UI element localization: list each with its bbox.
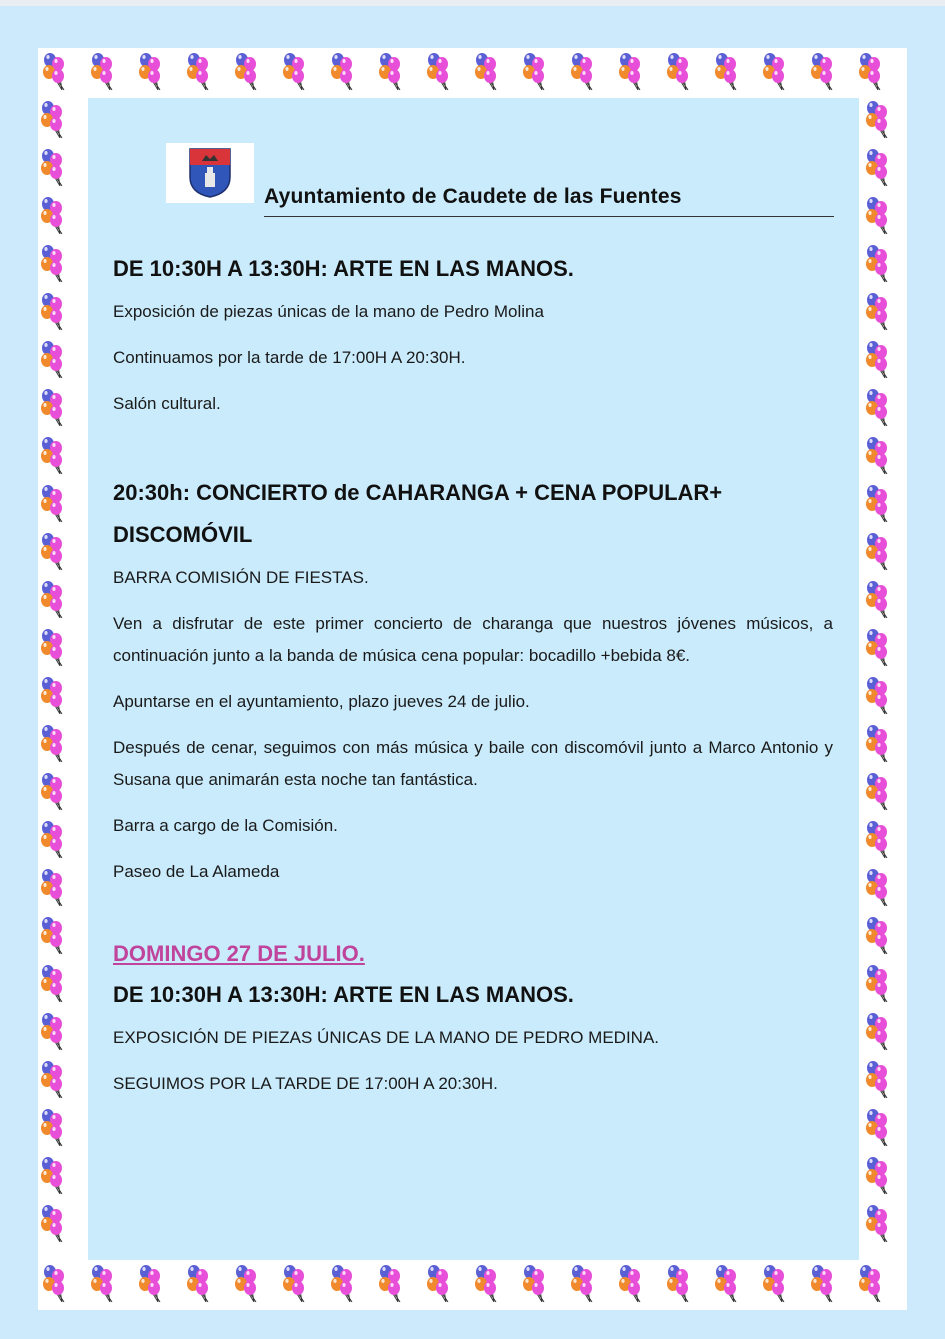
section-2-paragraph: Paseo de La Alameda: [113, 862, 280, 881]
balloon-cluster-icon: [41, 1109, 62, 1146]
balloon-cluster-icon: [866, 437, 887, 474]
section-2-paragraph: Barra a cargo de la Comisión.: [113, 816, 338, 835]
balloon-cluster-icon: [139, 1265, 160, 1302]
balloon-cluster-icon: [866, 197, 887, 234]
balloon-cluster-icon: [571, 53, 592, 90]
municipal-logo: [166, 143, 254, 203]
balloon-cluster-icon: [41, 389, 62, 426]
sunday-paragraph: EXPOSICIÓN DE PIEZAS ÚNICAS DE LA MANO DE PEDRO MEDINA.: [113, 1028, 660, 1047]
balloon-cluster-icon: [43, 53, 64, 90]
balloon-cluster-icon: [866, 1013, 887, 1050]
balloon-cluster-icon: [235, 53, 256, 90]
organization-name: Ayuntamiento de Caudete de las Fuentes: [264, 185, 682, 208]
balloon-cluster-icon: [41, 821, 62, 858]
balloon-cluster-icon: [866, 725, 887, 762]
balloon-cluster-icon: [667, 1265, 688, 1302]
balloon-cluster-icon: [866, 1061, 887, 1098]
section-1-paragraph: Exposición de piezas únicas de la mano de Pedro Molina: [113, 302, 544, 321]
balloon-cluster-icon: [41, 725, 62, 762]
balloon-cluster-icon: [331, 53, 352, 90]
balloon-cluster-icon: [41, 293, 62, 330]
balloon-cluster-icon: [41, 773, 62, 810]
top-edge: [0, 0, 945, 6]
balloon-cluster-icon: [811, 53, 832, 90]
balloon-cluster-icon: [41, 533, 62, 570]
balloon-cluster-icon: [475, 53, 496, 90]
balloon-cluster-icon: [715, 1265, 736, 1302]
page-frame: [38, 48, 907, 1310]
balloon-cluster-icon: [41, 485, 62, 522]
balloon-cluster-icon: [331, 1265, 352, 1302]
balloon-cluster-icon: [866, 1109, 887, 1146]
balloon-cluster-icon: [41, 1205, 62, 1242]
balloon-cluster-icon: [866, 533, 887, 570]
balloon-cluster-icon: [235, 1265, 256, 1302]
balloon-cluster-icon: [43, 1265, 64, 1302]
document-body: [113, 248, 833, 1114]
balloon-cluster-icon: [427, 53, 448, 90]
section-2-paragraph: Ven a disfrutar de este primer concierto de charanga que nuestros jóvenes músicos, a continuación junto a la banda de música cena popular: bocadillo +bebida 8€.: [113, 614, 833, 665]
balloon-cluster-icon: [475, 1265, 496, 1302]
section-1-paragraph: Salón cultural.: [113, 394, 221, 413]
balloon-cluster-icon: [187, 1265, 208, 1302]
section-1-title: DE 10:30H A 13:30H: ARTE EN LAS MANOS.: [113, 256, 574, 281]
balloon-cluster-icon: [859, 53, 880, 90]
sunday-date-heading: DOMINGO 27 DE JULIO.: [113, 941, 365, 966]
balloon-cluster-icon: [41, 1061, 62, 1098]
balloon-cluster-icon: [667, 53, 688, 90]
balloon-cluster-icon: [866, 149, 887, 186]
balloon-cluster-icon: [283, 53, 304, 90]
section-2-paragraph: Después de cenar, seguimos con más música y baile con discomóvil junto a Marco Antonio y Susana que animarán esta noche tan fantástica.: [113, 738, 833, 789]
balloon-cluster-icon: [866, 821, 887, 858]
balloon-cluster-icon: [866, 773, 887, 810]
section-2-paragraph: Apuntarse en el ayuntamiento, plazo jueves 24 de julio.: [113, 692, 530, 711]
balloon-cluster-icon: [41, 1157, 62, 1194]
balloon-cluster-icon: [283, 1265, 304, 1302]
balloon-cluster-icon: [41, 149, 62, 186]
section-2-title: 20:30h: CONCIERTO de CAHARANGA + CENA POPULAR+ DISCOMÓVIL: [113, 480, 723, 547]
balloon-cluster-icon: [866, 101, 887, 138]
balloon-cluster-icon: [91, 53, 112, 90]
content-panel: [88, 98, 859, 1260]
balloon-cluster-icon: [187, 53, 208, 90]
balloon-cluster-icon: [866, 1157, 887, 1194]
section-2-paragraph: BARRA COMISIÓN DE FIESTAS.: [113, 568, 369, 587]
balloon-cluster-icon: [139, 53, 160, 90]
balloon-cluster-icon: [41, 245, 62, 282]
balloon-cluster-icon: [866, 389, 887, 426]
balloon-cluster-icon: [763, 53, 784, 90]
balloon-cluster-icon: [866, 581, 887, 618]
balloon-cluster-icon: [41, 677, 62, 714]
balloon-cluster-icon: [379, 53, 400, 90]
balloon-cluster-icon: [763, 1265, 784, 1302]
balloon-cluster-icon: [619, 1265, 640, 1302]
balloon-cluster-icon: [866, 293, 887, 330]
sunday-title: DE 10:30H A 13:30H: ARTE EN LAS MANOS.: [113, 982, 574, 1007]
balloon-cluster-icon: [41, 341, 62, 378]
balloon-cluster-icon: [866, 245, 887, 282]
balloon-cluster-icon: [379, 1265, 400, 1302]
header-divider: [264, 216, 834, 217]
balloon-cluster-icon: [523, 1265, 544, 1302]
balloon-cluster-icon: [41, 917, 62, 954]
balloon-cluster-icon: [866, 917, 887, 954]
balloon-cluster-icon: [619, 53, 640, 90]
balloon-cluster-icon: [866, 485, 887, 522]
balloon-cluster-icon: [715, 53, 736, 90]
balloon-cluster-icon: [41, 197, 62, 234]
balloon-cluster-icon: [571, 1265, 592, 1302]
balloon-cluster-icon: [91, 1265, 112, 1302]
balloon-cluster-icon: [41, 629, 62, 666]
balloon-cluster-icon: [427, 1265, 448, 1302]
balloon-cluster-icon: [41, 869, 62, 906]
balloon-cluster-icon: [859, 1265, 880, 1302]
coat-of-arms-icon: [188, 147, 232, 199]
balloon-cluster-icon: [866, 341, 887, 378]
balloon-cluster-icon: [811, 1265, 832, 1302]
balloon-cluster-icon: [41, 437, 62, 474]
balloon-cluster-icon: [41, 101, 62, 138]
balloon-cluster-icon: [866, 677, 887, 714]
balloon-cluster-icon: [866, 1205, 887, 1242]
balloon-cluster-icon: [41, 1013, 62, 1050]
sunday-paragraph: SEGUIMOS POR LA TARDE DE 17:00H A 20:30H.: [113, 1074, 498, 1093]
balloon-cluster-icon: [866, 869, 887, 906]
balloon-cluster-icon: [41, 965, 62, 1002]
balloon-cluster-icon: [41, 581, 62, 618]
balloon-cluster-icon: [866, 629, 887, 666]
balloon-cluster-icon: [523, 53, 544, 90]
balloon-cluster-icon: [866, 965, 887, 1002]
section-1-paragraph: Continuamos por la tarde de 17:00H A 20:30H.: [113, 348, 466, 367]
